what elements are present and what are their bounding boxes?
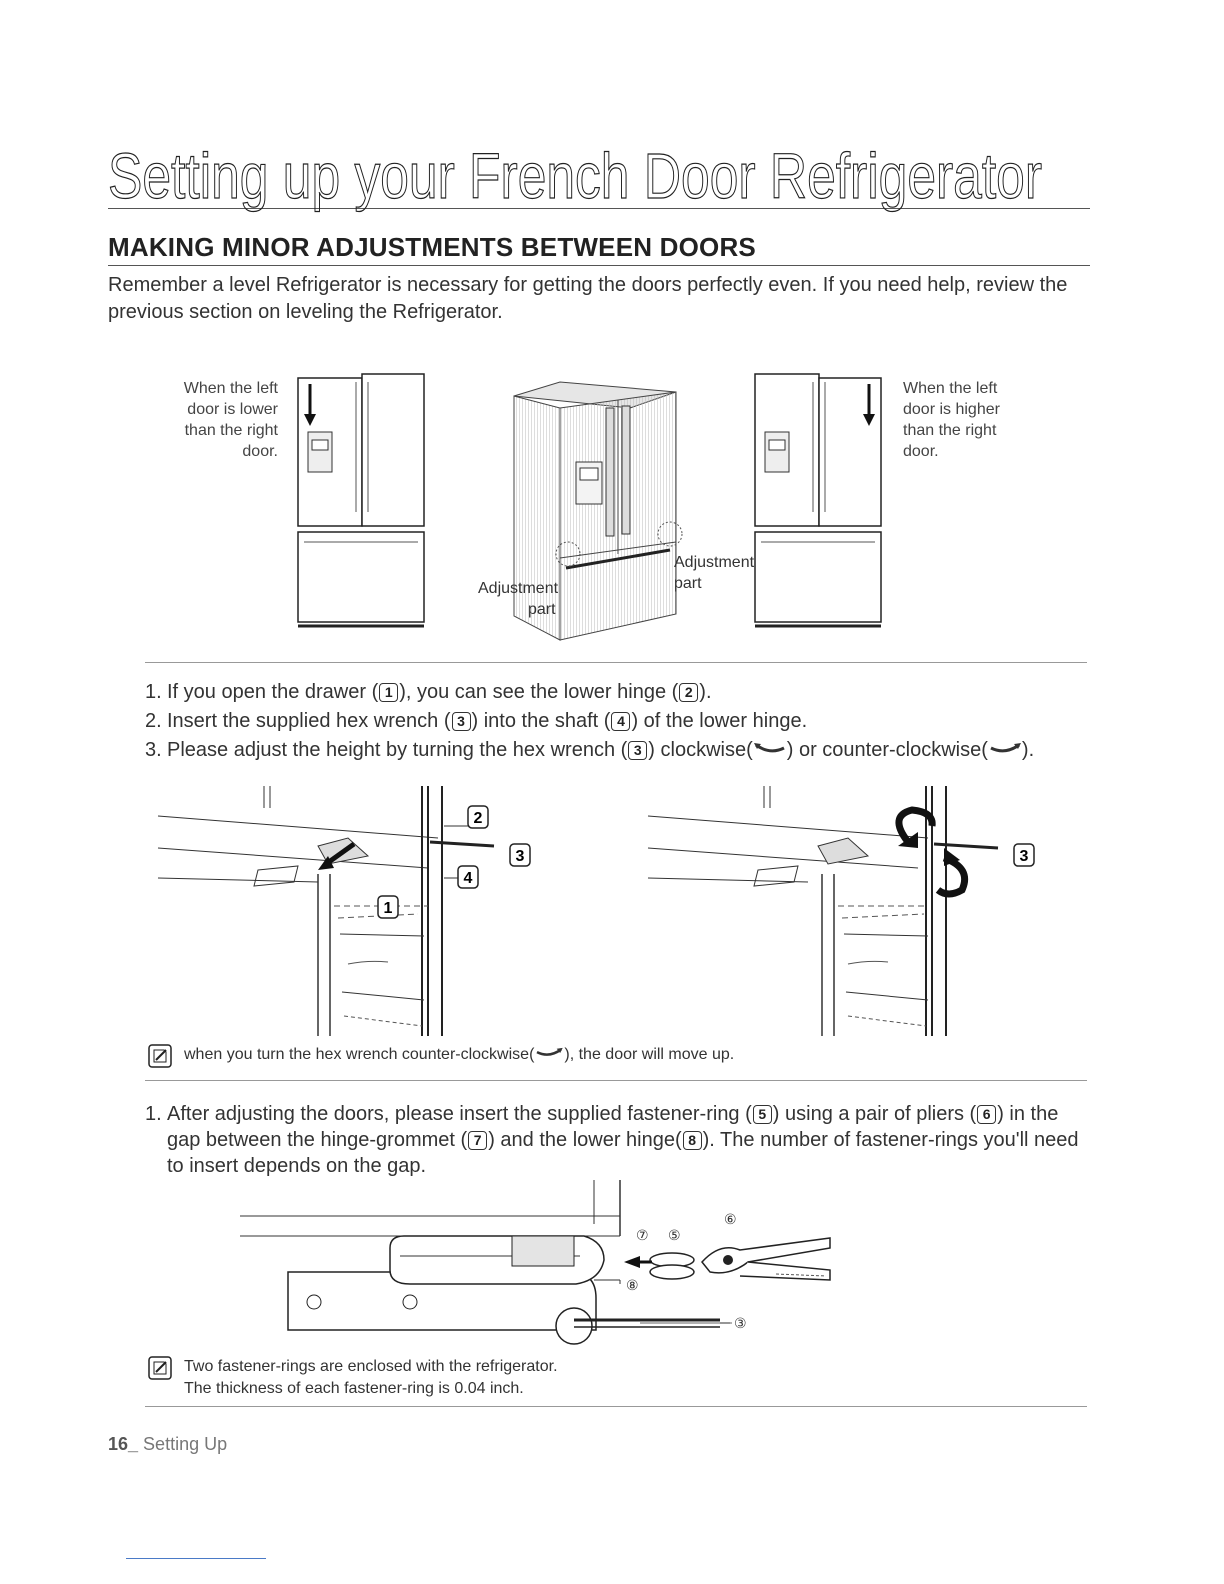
- step-text-part: Insert the supplied hex wrench (: [167, 710, 451, 732]
- page-title: [108, 132, 1090, 212]
- step-2: [145, 707, 1095, 736]
- step-text-part: ) or counter-clockwise(: [786, 739, 988, 761]
- step-text-part: ).: [699, 681, 712, 703]
- fridge-left-door-higher-illustration: [753, 372, 885, 634]
- step-3: [145, 736, 1095, 765]
- counter-clockwise-arrow-icon: [534, 1047, 564, 1059]
- step-text-part: ) into the shaft (: [471, 710, 611, 732]
- step-text: [167, 678, 1095, 707]
- step-1: [145, 678, 1095, 707]
- page-number: 16_: [108, 1434, 139, 1454]
- step-text-part: ) in the gap between the hinge-grommet (: [167, 1103, 1059, 1151]
- callout-badge: 6: [977, 1105, 996, 1124]
- note-line: The thickness of each fastener-ring is 0.04 inch.: [184, 1380, 524, 1397]
- svg-text:3: 3: [515, 848, 525, 865]
- callout-badge: 5: [753, 1105, 772, 1124]
- step-text-part: ) and the lower hinge(: [488, 1129, 682, 1151]
- callout-4: [458, 866, 478, 888]
- callout-1: [378, 896, 398, 918]
- step-text-part: ) clockwise(: [648, 739, 753, 761]
- footer-section: Setting Up: [138, 1434, 228, 1454]
- part-label-line: part: [528, 601, 556, 618]
- callout-3: ③: [734, 1315, 747, 1331]
- callout-3: [510, 844, 530, 866]
- lower-hinge-illustration-left: [158, 786, 548, 1036]
- step-fastener-ring: [145, 1101, 1087, 1179]
- fridge-left-door-lower-illustration: [296, 372, 428, 634]
- note-text: [184, 1044, 734, 1068]
- callout-3: [1014, 844, 1034, 866]
- step-text: [167, 1101, 1087, 1179]
- part-label-line: part: [674, 575, 702, 592]
- counter-clockwise-arrow-icon: [988, 742, 1022, 756]
- svg-text:4: 4: [463, 870, 473, 887]
- callout-badge: 3: [628, 741, 647, 760]
- callout-badge: 2: [679, 683, 698, 702]
- page-footer: [108, 1434, 227, 1455]
- callout-badge: 1: [379, 683, 398, 702]
- divider: [126, 1558, 266, 1559]
- step-number: 3.: [145, 739, 162, 761]
- steps-list-a: [145, 678, 1095, 765]
- callout-badge: 3: [452, 712, 471, 731]
- svg-text:3: 3: [1019, 848, 1029, 865]
- page-title-text: Setting up your French Door Refrigerator: [108, 140, 1042, 212]
- fastener-ring-pliers-illustration: [240, 1180, 840, 1350]
- step-text-part: ). The number of fastener-rings you'll need to insert depends on the gap.: [167, 1129, 1079, 1177]
- callout-2: [468, 806, 488, 828]
- step-text: [167, 736, 1095, 765]
- divider: [145, 662, 1087, 663]
- svg-text:2: 2: [473, 810, 483, 827]
- note-text-part: ), the door will move up.: [564, 1046, 735, 1063]
- step-text-part: ) using a pair of pliers (: [772, 1103, 977, 1125]
- divider: [145, 1080, 1087, 1081]
- step-number: 1.: [145, 681, 162, 703]
- callout-5: ⑤: [668, 1227, 681, 1243]
- callout-8: ⑧: [626, 1277, 639, 1293]
- callout-badge: 4: [611, 712, 630, 731]
- svg-text:1: 1: [383, 900, 393, 917]
- left-door-higher-caption: When the left door is higher than the right door.: [903, 380, 1000, 460]
- step-number: 2.: [145, 710, 162, 732]
- callout-6: ⑥: [724, 1211, 737, 1227]
- note-fastener-rings: [148, 1356, 558, 1400]
- note-icon: [148, 1044, 172, 1068]
- adjustment-label-line: Adjustment: [674, 554, 755, 571]
- callout-badge: 8: [683, 1131, 702, 1150]
- lower-hinge-illustration-right: [648, 786, 1048, 1036]
- step-text-part: ) of the lower hinge.: [631, 710, 808, 732]
- divider: [145, 1406, 1087, 1407]
- adjustment-part-label-left: [478, 578, 558, 620]
- callout-7: ⑦: [636, 1227, 649, 1243]
- callout-badge: 7: [468, 1131, 487, 1150]
- clockwise-arrow-icon: [753, 742, 787, 756]
- note-counter-clockwise: [148, 1044, 734, 1068]
- step-number: 1.: [145, 1103, 162, 1125]
- step-text-part: Please adjust the height by turning the hex wrench (: [167, 739, 628, 761]
- step-text-part: If you open the drawer (: [167, 681, 379, 703]
- adjustment-label-line: Adjustment: [478, 580, 559, 597]
- step-text-part: ).: [1021, 739, 1035, 761]
- steps-list-b: [145, 1101, 1087, 1179]
- step-text-part: ), you can see the lower hinge (: [399, 681, 679, 703]
- note-line: Two fastener-rings are enclosed with the refrigerator.: [184, 1358, 558, 1375]
- left-door-lower-caption: When the left door is lower than the right door.: [183, 380, 278, 460]
- note-text-part: when you turn the hex wrench counter-clockwise(: [184, 1046, 535, 1063]
- note-icon: [148, 1356, 172, 1380]
- step-text-part: After adjusting the doors, please insert the supplied fastener-ring (: [167, 1103, 752, 1125]
- step-text: [167, 707, 1095, 736]
- adjustment-part-label-right: [674, 552, 754, 594]
- section-heading: MAKING MINOR ADJUSTMENTS BETWEEN DOORS: [108, 232, 1090, 266]
- intro-paragraph: Remember a level Refrigerator is necessary for getting the doors perfectly even. If you need help, review the previous section on leveling the Refrigerator.: [108, 274, 1068, 323]
